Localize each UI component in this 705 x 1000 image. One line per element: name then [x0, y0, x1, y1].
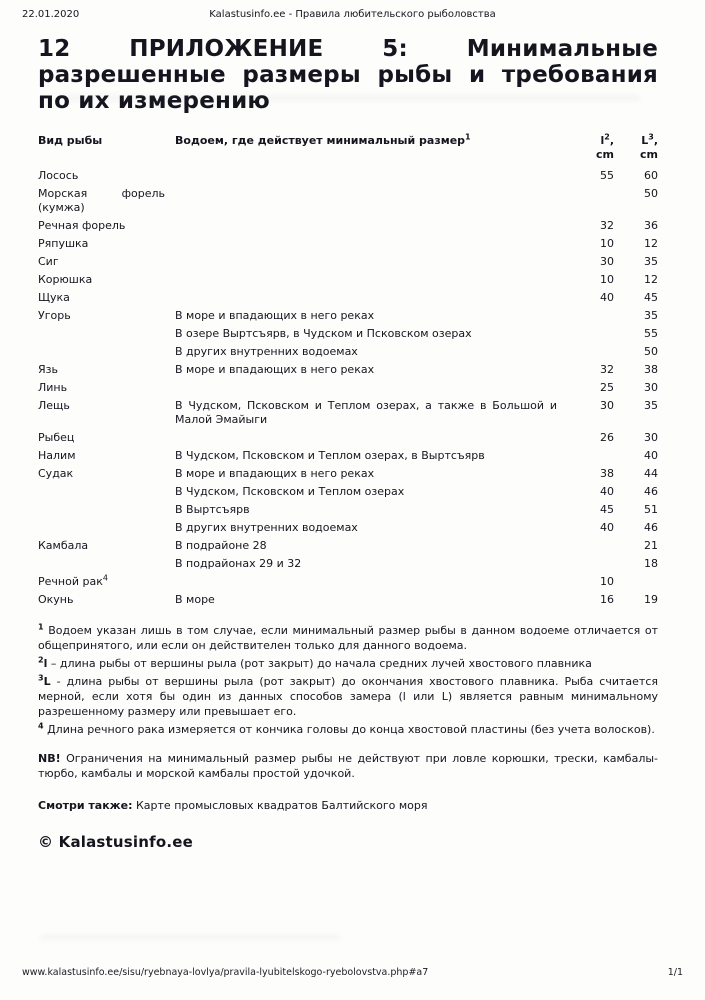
footnote: [38, 722, 658, 737]
L-value-cell: 12: [644, 237, 658, 250]
l-value-cell: 32: [600, 219, 614, 232]
l-value-cell: 45: [600, 503, 614, 516]
table-header-row: [38, 134, 658, 162]
table-row: [38, 237, 658, 251]
table-row: [38, 485, 658, 499]
see-also-label: Смотри также:: [38, 799, 133, 812]
print-footer: [22, 967, 683, 978]
fish-name: Камбала: [38, 539, 89, 552]
L-value-cell: 30: [644, 381, 658, 394]
L-value-cell: 60: [644, 169, 658, 182]
fish-name-cell: [38, 399, 175, 413]
L-value-cell: 40: [644, 449, 658, 462]
fish-footnote-marker: 4: [102, 573, 108, 583]
fish-name-cell: [38, 593, 175, 607]
fish-name-cell: [38, 169, 175, 183]
page-number: 1/1: [667, 967, 683, 978]
fish-name: Угорь: [38, 309, 71, 322]
L-value-cell: 18: [644, 557, 658, 570]
L-value-cell: 51: [644, 503, 658, 516]
l-value-cell: 25: [600, 381, 614, 394]
L-value-cell: 36: [644, 219, 658, 232]
page-title: 12 ПРИЛОЖЕНИЕ 5: Минимальные разрешенные размеры рыбы и требования по их измерению: [38, 36, 658, 114]
l-value-cell: 10: [600, 237, 614, 250]
L-value-cell: 45: [644, 291, 658, 304]
l-unit: cm: [596, 148, 614, 161]
l-value-cell: 55: [600, 169, 614, 182]
footnote-lead: L: [43, 675, 51, 688]
water-footnote-marker: 1: [465, 132, 471, 142]
nb-notice: [38, 751, 658, 781]
water-body-cell: В море и впадающих в него реках: [175, 467, 375, 480]
fish-name-cell: [38, 539, 175, 553]
table-row: [38, 273, 658, 287]
fish-name: Сиг: [38, 255, 59, 268]
L-value-cell: 55: [644, 327, 658, 340]
water-body-cell: В Чудском, Псковском и Теплом озерах, в Выртсъярв: [175, 449, 485, 462]
footnote: [38, 656, 658, 671]
fish-name-cell: [38, 467, 175, 481]
footnote-lead: l: [43, 657, 48, 670]
l-value-cell: 40: [600, 485, 614, 498]
footnote-marker: 3: [38, 673, 44, 683]
footnote-text: – длина рыбы от вершины рыла (рот закрыт) до начала средних лучей хвостового плавника: [50, 657, 592, 670]
L-value-cell: 50: [644, 345, 658, 358]
fish-name-cell: [38, 255, 175, 269]
fish-name: Судак: [38, 467, 74, 480]
l-value-cell: 40: [600, 291, 614, 304]
fish-name: Рыбец: [38, 431, 75, 444]
fish-name-cell: [38, 381, 175, 395]
l-value-cell: 30: [600, 255, 614, 268]
table-row: [38, 381, 658, 395]
table-row: [38, 345, 658, 359]
l-value-cell: 40: [600, 521, 614, 534]
fish-name: Корюшка: [38, 273, 93, 286]
document-source-title: Kalastusinfo.ee - Правила любительского рыболовства: [209, 9, 496, 20]
footnote: [38, 674, 658, 719]
water-body-cell: В озере Выртсъярв, в Чудском и Псковском озерах: [175, 327, 472, 340]
L-value-cell: 46: [644, 485, 658, 498]
L-suffix: ,: [653, 134, 658, 147]
l-label: l: [600, 134, 605, 147]
table-row: [38, 291, 658, 305]
nb-text: Ограничения на минимальный размер рыбы не действуют при ловле корюшки, трески, камбалы-тюрбо, камбалы и морской камбалы простой удочкой.: [38, 752, 658, 780]
l-suffix: ,: [609, 134, 614, 147]
fish-name: Язь: [38, 363, 58, 376]
table-row: [38, 449, 658, 463]
footnote: [38, 623, 658, 653]
fish-name: Речной рак: [38, 575, 103, 588]
column-header-water-body: [175, 134, 571, 148]
L-footnote-marker: 3: [648, 132, 654, 142]
water-body-cell: В море и впадающих в него реках: [175, 363, 375, 376]
table-row: [38, 327, 658, 341]
L-value-cell: 12: [644, 273, 658, 286]
footnote-marker: 1: [38, 622, 44, 632]
fish-name-cell: [38, 219, 175, 233]
L-value-cell: 38: [644, 363, 658, 376]
column-header-L: [614, 134, 658, 162]
fish-name-cell: [38, 237, 175, 251]
water-body-cell: В других внутренних водоемах: [175, 345, 358, 358]
table-row: [38, 187, 658, 215]
footnote-marker: 2: [38, 655, 44, 665]
l-value-cell: 10: [600, 273, 614, 286]
L-value-cell: 19: [644, 593, 658, 606]
footnote-text: Длина речного рака измеряется от кончика головы до конца хвостовой пластины (без учета волосков).: [47, 723, 655, 736]
water-body-cell: В подрайоне 28: [175, 539, 267, 552]
table-row: [38, 219, 658, 233]
source-url: www.kalastusinfo.ee/sisu/ryebnaya-lovlya/pravila-lyubitelskogo-ryebolovstva.php#a7: [22, 967, 429, 978]
column-header-l: [571, 134, 614, 162]
footnotes-section: [38, 623, 658, 737]
table-row: [38, 539, 658, 553]
l-value-cell: 26: [600, 431, 614, 444]
l-footnote-marker: 2: [604, 132, 610, 142]
table-row: [38, 593, 658, 607]
fish-name-cell: [38, 309, 175, 323]
L-unit: cm: [640, 148, 658, 161]
fish-name: Линь: [38, 381, 68, 394]
L-value-cell: 21: [644, 539, 658, 552]
L-value-cell: 50: [644, 187, 658, 200]
table-row: [38, 309, 658, 323]
fish-name: Окунь: [38, 593, 74, 606]
copyright: © Kalastusinfo.ee: [38, 833, 194, 851]
l-value-cell: 32: [600, 363, 614, 376]
see-also: [38, 798, 658, 813]
fish-name: Речная форель: [38, 219, 126, 232]
L-value-cell: 46: [644, 521, 658, 534]
scan-artifact: [40, 935, 340, 940]
fish-name: Морская форель (кумжа): [38, 187, 165, 214]
table-row: [38, 169, 658, 183]
nb-label: NB!: [38, 752, 61, 765]
table-row: [38, 557, 658, 571]
fish-name-cell: [38, 449, 175, 463]
fish-name-cell: [38, 291, 175, 305]
water-body-cell: В море: [175, 593, 215, 606]
fish-name: Ряпушка: [38, 237, 89, 250]
l-value-cell: 38: [600, 467, 614, 480]
column-header-fish-type: Вид рыбы: [38, 134, 103, 147]
water-body-cell: В Выртсъярв: [175, 503, 250, 516]
L-label: L: [641, 134, 649, 147]
l-value-cell: 10: [600, 575, 614, 588]
water-body-cell: В море и впадающих в него реках: [175, 309, 375, 322]
fish-name: Лещь: [38, 399, 70, 412]
water-body-cell: В других внутренних водоемах: [175, 521, 358, 534]
fish-name: Щука: [38, 291, 70, 304]
table-row: [38, 521, 658, 535]
L-value-cell: 35: [644, 309, 658, 322]
L-value-cell: 35: [644, 399, 658, 412]
water-body-cell: В Чудском, Псковском и Теплом озерах, а также в Большой и Малой Эмайыги: [175, 399, 557, 426]
fish-name-cell: [38, 575, 175, 589]
table-row: [38, 431, 658, 445]
fish-name-cell: [38, 273, 175, 287]
table-row: [38, 503, 658, 517]
scan-artifact: [60, 95, 640, 101]
table-row: [38, 575, 658, 589]
table-row: [38, 399, 658, 427]
footnote-text: Водоем указан лишь в том случае, если минимальный размер рыбы в данном водоеме отличается от общепринятого, или если он действителен только для данного водоема.: [38, 624, 658, 652]
fish-name-cell: [38, 187, 175, 215]
L-value-cell: 30: [644, 431, 658, 444]
l-value-cell: 16: [600, 593, 614, 606]
column-header-water-label: Водоем, где действует минимальный размер: [175, 134, 466, 147]
fish-name-cell: [38, 431, 175, 445]
footnote-text: - длина рыбы от вершины рыла (рот закрыт) до окончания хвостового плавника. Рыба считается мерной, если хотя бы один из данных способов замера (l или L) является равным минимальному разрешенному размеру или превышает его.: [38, 675, 658, 718]
table-row: [38, 467, 658, 481]
footnote-marker: 4: [38, 721, 44, 731]
table-row: [38, 255, 658, 269]
fish-name-cell: [38, 363, 175, 377]
L-value-cell: 35: [644, 255, 658, 268]
L-value-cell: 44: [644, 467, 658, 480]
fish-size-table: [38, 134, 658, 607]
water-body-cell: В Чудском, Псковском и Теплом озерах: [175, 485, 405, 498]
table-row: [38, 363, 658, 377]
l-value-cell: 30: [600, 399, 614, 412]
see-also-link-text: Карте промысловых квадратов Балтийского моря: [135, 799, 428, 812]
water-body-cell: В подрайонах 29 и 32: [175, 557, 302, 570]
fish-name: Налим: [38, 449, 76, 462]
fish-name: Лосось: [38, 169, 79, 182]
print-date: 22.01.2020: [22, 9, 80, 20]
